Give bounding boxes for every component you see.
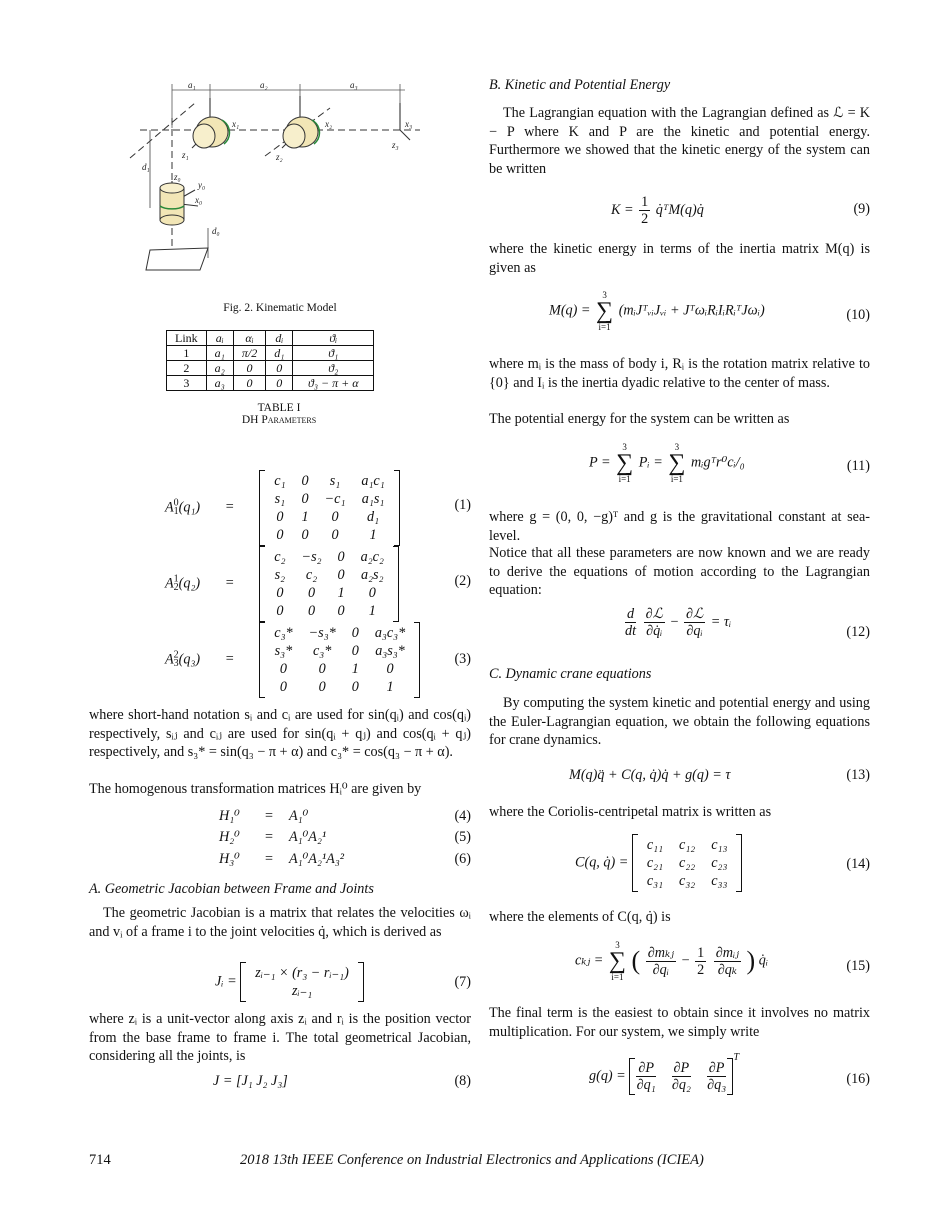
label-a1: a₁	[188, 80, 196, 90]
conference-footer: 2018 13th IEEE Conference on Industrial Electronics and Applications (ICIEA)	[240, 1152, 704, 1168]
equation-14: C(q, q̇) = c₁₁ c₁₂ c₁₃ c₂₁ c₂₂ c₂₃ c₃₁ c₃₂ c₃₃	[575, 834, 742, 892]
equation-12: $\frac{d}{dt}$ $\frac{\text{∂ℒ}}{\text{∂q̇ᵢ}}$ − $\frac{\text{∂ℒ}}{\text{∂qᵢ}}$ = τᵢ	[625, 606, 732, 639]
dh-table	[166, 330, 374, 391]
paragraph: The final term is the easiest to obtain since it involves no matrix multiplication. For our system, we simply write	[489, 1005, 870, 1040]
equation-10: M(q) = 3 ∑ i=1 (mᵢJᵀᵥᵢJᵥᵢ + JᵀωᵢRᵢIᵢRᵢᵀJωᵢ)	[549, 290, 765, 332]
equation-13: M(q)q̈ + C(q, q̇)q̇ + g(q) = τ	[569, 767, 731, 783]
label-x1: x₁	[232, 119, 240, 129]
kinematic-diagram	[120, 78, 430, 278]
table-caption-title: DH Parameters	[241, 414, 317, 426]
equation-2: $A^1_2(q_2)$ = c₂ −s₂ 0 a₂c₂ s₂ c₂ 0 a₂s₂ 0 0 1 0 0 0 0 1	[165, 546, 399, 622]
table-row	[167, 361, 374, 376]
equation-16: g(q) = $\frac{\partial P}{\text{∂q₁}}$ $\frac{\partial P}{\text{∂q₂}}$ $\frac{\partial P}{\text{∂q₃}}$ $^T$	[589, 1052, 740, 1094]
equation-number: (3)	[454, 651, 471, 667]
paragraph: where short-hand notation sᵢ and cᵢ are used for sin(qᵢ) and cos(qᵢ) respectively, sᵢⱼ and cᵢⱼ are used for sin(qᵢ + qⱼ) and cos(qᵢ + qⱼ) respectively, and s₃* = sin(q₃ − π + α) and c₃* = cos(q₃ − π + α).	[89, 707, 471, 760]
equation-7: Jᵢ = zᵢ₋₁ × (r₃ − rᵢ₋₁) zᵢ₋₁	[215, 962, 364, 1002]
equation-number: (11)	[846, 458, 870, 474]
section-heading-C: C. Dynamic crane equations	[489, 666, 652, 682]
equation-3: $A^2_3(q_3)$ = c₃* −s₃* 0 a₃c₃* s₃* c₃* 0 a₃s₃* 0 0 1 0 0 0 0 1	[165, 622, 420, 698]
equation-number: (15)	[846, 958, 870, 974]
paragraph: where mᵢ is the mass of body i, Rᵢ is the rotation matrix relative to {0} and Iᵢ is the inertia dyadic relative to the center of mass.	[489, 356, 870, 391]
ground-plate	[146, 248, 208, 270]
section-heading-B: B. Kinetic and Potential Energy	[489, 77, 671, 93]
section-heading-A: A. Geometric Jacobian between Frame and Joints	[89, 881, 374, 897]
matrix-A2: c₂ −s₂ 0 a₂c₂ s₂ c₂ 0 a₂s₂ 0 0 1 0 0 0 0 1	[259, 546, 399, 622]
label-z1: z₁	[182, 150, 189, 160]
eq-arg: (q₁)	[178, 499, 201, 516]
table-cell: 0	[266, 376, 293, 391]
equation-4: H₁⁰ = A₁⁰	[219, 808, 309, 824]
table-row	[167, 376, 374, 391]
table-cell: a₃	[206, 376, 233, 391]
paragraph: The homogenous transformation matrices Hᵢ⁰ are given by	[89, 781, 422, 797]
kinematic-figure	[120, 78, 430, 278]
table-cell: 0	[266, 361, 293, 376]
matrix-A1: c₁ 0 s₁ a₁c₁ s₁ 0 −c₁ a₁s₁ 0 1 0 d₁ 0 0 0 1	[259, 470, 399, 546]
equation-number: (8)	[454, 1073, 471, 1089]
matrix-J: zᵢ₋₁ × (r₃ − rᵢ₋₁) zᵢ₋₁	[240, 962, 364, 1002]
label-z3: z₃	[392, 140, 399, 150]
paragraph: The Lagrangian equation with the Lagrangian defined as ℒ = K − P where K and P are the kinetic and potential energy. Furthermore we showed that the kinetic energy of the system can be written	[489, 105, 870, 177]
equation-9: K = $\frac{1}{2}$ q̇ᵀM(q)q̇	[611, 194, 704, 227]
equation-number: (5)	[454, 829, 471, 845]
paragraph: where g = (0, 0, −g)ᵀ and g is the gravitational constant at sea-level.	[489, 509, 870, 544]
figure-caption: Fig. 2. Kinematic Model	[223, 302, 337, 314]
equation-number: (1)	[454, 497, 471, 513]
gradient-vector: $\frac{\partial P}{\text{∂q₁}}$ $\frac{\partial P}{\text{∂q₂}}$ $\frac{\partial P}{\text{∂q₃}}$	[629, 1058, 733, 1095]
table-row	[167, 346, 374, 361]
label-z2: z₂	[276, 152, 283, 162]
table-cell: d₁	[266, 346, 293, 361]
table-header: Link	[167, 331, 207, 346]
table-cell: 2	[167, 361, 207, 376]
label-x2: x₂	[325, 119, 333, 129]
table-header: aᵢ	[206, 331, 233, 346]
table-cell: 0	[233, 376, 265, 391]
base-cylinder	[160, 183, 184, 225]
equation-number: (12)	[846, 624, 870, 640]
table-cell: ϑ₂	[293, 361, 374, 376]
equation-number: (13)	[846, 767, 870, 783]
equation-15: cₖⱼ = 3 ∑ i=1 ( $\frac{\text{∂mₖⱼ}}{\text{∂qᵢ}}$ − $\frac{1}{2}$ $\frac{\text{∂mᵢⱼ}}{\text{∂qₖ}}$ ) q̇ᵢ	[575, 940, 769, 982]
joint-1	[193, 117, 229, 148]
label-a3: a₃	[350, 80, 358, 90]
table-cell: 1	[167, 346, 207, 361]
equation-11: P = 3 ∑ i=1 Pᵢ = 3 ∑ i=1 mᵢgᵀr⁰cᵢ/₀	[589, 442, 745, 484]
equation-number: (2)	[454, 573, 471, 589]
equation-number: (14)	[846, 856, 870, 872]
label-d0: d₀	[212, 226, 220, 236]
equation-number: (7)	[454, 974, 471, 990]
label-x3: x₃	[405, 119, 413, 129]
paragraph: where zᵢ is a unit-vector along axis zᵢ and rᵢ is the position vector from the base frame to frame i. The total geometrical Jacobian, considering all the joints, is	[89, 1011, 471, 1064]
paragraph: The potential energy for the system can be written as	[489, 411, 790, 427]
table-cell: 3	[167, 376, 207, 391]
paragraph: By computing the system kinetic and potential energy and using the Euler-Lagrangian equation, we obtain the following equations for crane dynamics.	[489, 695, 870, 748]
label-a2: a₂	[260, 80, 268, 90]
table-cell: a₁	[206, 346, 233, 361]
table-cell: ϑ₁	[293, 346, 374, 361]
equation-number: (16)	[846, 1071, 870, 1087]
table-cell: a₂	[206, 361, 233, 376]
matrix-A3: c₃* −s₃* 0 a₃c₃* s₃* c₃* 0 a₃s₃* 0 0 1 0 0 0 0 1	[259, 622, 420, 698]
table-caption-number: TABLE I	[257, 402, 301, 414]
eq-sub: 1	[173, 506, 179, 518]
label-x0: x₀	[195, 195, 203, 205]
equation-number: (9)	[853, 201, 870, 217]
equation-6: H₃⁰ = A₁⁰A₂¹A₃²	[219, 851, 345, 867]
equation-1: $A^0_1(q_1)$ = c₁ 0 s₁ a₁c₁ s₁ 0 −c₁ a₁s₁ 0 1 0 d₁ 0 0 0 1	[165, 470, 400, 546]
paragraph: where the elements of C(q, q̇) is	[489, 909, 671, 925]
paragraph: where the Coriolis-centripetal matrix is written as	[489, 804, 772, 820]
joint-2	[283, 117, 319, 148]
table-cell: ϑ₃ − π + α	[293, 376, 374, 391]
table-cell: 0	[233, 361, 265, 376]
label-z0: z₀	[174, 172, 181, 182]
paragraph: The geometric Jacobian is a matrix that relates the velocities ωᵢ and vᵢ of a frame i to the joint velocities q̇, which is derived as	[89, 905, 471, 940]
equation-number: (6)	[454, 851, 471, 867]
table-cell: π/2	[233, 346, 265, 361]
paragraph: Notice that all these parameters are now known and we are ready to derive the equations of motion according to the Lagrangian equation:	[489, 545, 870, 598]
table-caption	[166, 402, 392, 426]
paragraph: where the kinetic energy in terms of the inertia matrix M(q) is given as	[489, 241, 870, 276]
eq-sup: 0	[173, 497, 179, 509]
matrix-C: c₁₁ c₁₂ c₁₃ c₂₁ c₂₂ c₂₃ c₃₁ c₃₂ c₃₃	[632, 834, 743, 892]
page-number: 714	[89, 1152, 111, 1168]
equation-8: J = [J₁ J₂ J₃]	[213, 1073, 288, 1089]
equation-5: H₂⁰ = A₁⁰A₂¹	[219, 829, 327, 845]
table-header-row	[167, 331, 374, 346]
label-y0: y₀	[198, 180, 206, 190]
equation-number: (10)	[846, 307, 870, 323]
table-header: αᵢ	[233, 331, 265, 346]
table-header: ϑᵢ	[293, 331, 374, 346]
equation-number: (4)	[454, 808, 471, 824]
table-header: dᵢ	[266, 331, 293, 346]
label-d1: d₁	[142, 162, 150, 172]
eq-lhs: A	[165, 499, 174, 516]
